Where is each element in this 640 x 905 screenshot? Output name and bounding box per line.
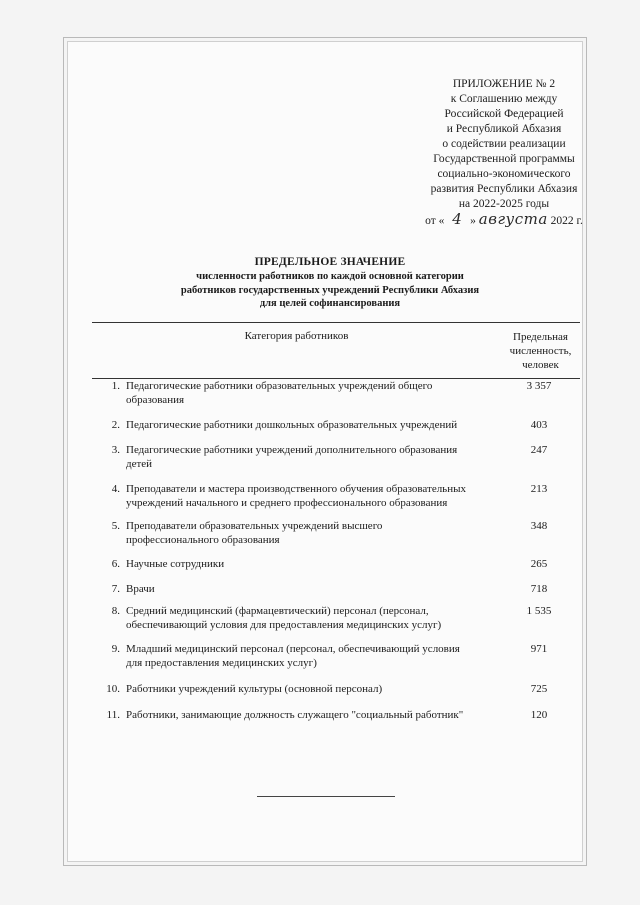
table-row [92,583,580,597]
row-value: 348 [530,520,548,532]
title-line: для целей софинансирования [259,298,401,309]
appendix-line: социально-экономического [437,168,571,180]
header-limit-line: человек [522,359,559,371]
appendix-line: ПРИЛОЖЕНИЕ № 2 [452,78,556,90]
row-category [124,605,498,632]
row-category [124,483,498,510]
row-category-line: Педагогические работники дошкольных образовательных учреждений [126,419,458,431]
row-category [124,444,498,471]
row-category [124,380,498,407]
row-value: 971 [530,643,548,655]
row-value: 403 [530,419,548,431]
row-number: 7. [111,583,120,595]
table-row [92,643,580,670]
header-category: Категория работников [244,330,349,342]
row-value: 1 535 [526,605,552,617]
row-category [124,520,498,547]
table-row [92,683,580,697]
row-value: 213 [530,483,548,495]
appendix-line: о содействии реализации [442,138,566,150]
appendix-line: на 2022-2025 годы [458,198,550,210]
appendix-line: Российской Федерацией [444,108,564,120]
appendix-line: и Республикой Абхазия [446,123,562,135]
row-number: 11. [106,709,120,721]
row-category-line: Педагогические работники учреждений дополнительного образования [126,444,458,456]
row-category-line: детей [126,457,153,470]
row-number: 6. [111,558,120,570]
row-category-line: обеспечивающий условия для предоставления медицинских услуг) [126,618,442,631]
row-value: 247 [530,444,548,456]
row-category [124,583,498,597]
row-number: 5. [111,520,120,532]
row-category-line: учреждений начального и среднего профессионального образования [126,496,448,509]
title-line: работников государственных учреждений Республики Абхазия [180,284,480,296]
row-category-line: Средний медицинский (фармацевтический) персонал (персонал, [126,605,429,617]
row-category-line: Младший медицинский персонал (персонал, обеспечивающий условия [126,643,460,655]
row-category-line: профессионального образования [126,533,280,546]
appendix-line: к Соглашению между [450,93,558,105]
row-category-line: Работники учреждений культуры (основной персонал) [126,683,383,695]
table-row [92,558,580,572]
row-category-line: Педагогические работники образовательных учреждений общего [126,380,433,392]
table-row [92,520,580,547]
row-category-line: Врачи [126,583,155,595]
row-number: 1. [111,380,120,392]
row-number: 3. [111,444,120,456]
row-category-line: Преподаватели образовательных учреждений высшего [126,520,383,532]
row-number: 8. [111,605,120,617]
table-header [92,322,580,379]
row-number: 2. [111,419,120,431]
table-row [92,605,580,632]
row-category [124,709,498,723]
header-limit-line: численность, [509,345,572,357]
row-value: 725 [530,683,548,695]
row-category [124,558,498,572]
document-title [80,255,580,311]
row-value: 265 [530,558,548,570]
row-category-line: образования [126,393,185,406]
appendix-date [390,212,618,229]
date-year: 2022 г. [550,215,583,227]
table-row [92,709,580,723]
date-day-handwritten: 4 [452,210,463,228]
table-row [92,444,580,471]
closing-rule [257,796,395,797]
row-number: 4. [111,483,120,495]
row-category-line: Научные сотрудники [126,558,225,570]
date-prefix: от « [425,215,445,227]
row-category [124,683,498,697]
row-category-line: для предоставления медицинских услуг) [126,656,317,669]
title-main: ПРЕДЕЛЬНОЕ ЗНАЧЕНИЕ [254,256,406,268]
header-limit [501,323,580,378]
row-category-line: Преподаватели и мастера производственного обучения образовательных [126,483,466,495]
row-value: 718 [530,583,548,595]
row-category-line: Работники, занимающие должность служащего "социальный работник" [126,709,464,721]
appendix-line: развития Республики Абхазия [430,183,578,195]
date-month-handwritten: августа [478,210,548,228]
row-category [124,419,498,433]
row-value: 3 357 [526,380,552,392]
limits-table [92,322,580,721]
title-line: численности работников по каждой основной категории [196,271,464,282]
appendix-header [390,77,618,229]
row-category [124,643,498,670]
row-value: 120 [530,709,548,721]
table-row [92,380,580,407]
table-row [92,483,580,510]
date-mid: » [470,215,476,227]
row-number: 9. [111,643,120,655]
header-limit-line: Предельная [513,331,568,343]
row-number: 10. [106,683,120,695]
appendix-line: Государственной программы [433,153,575,165]
table-row [92,419,580,433]
